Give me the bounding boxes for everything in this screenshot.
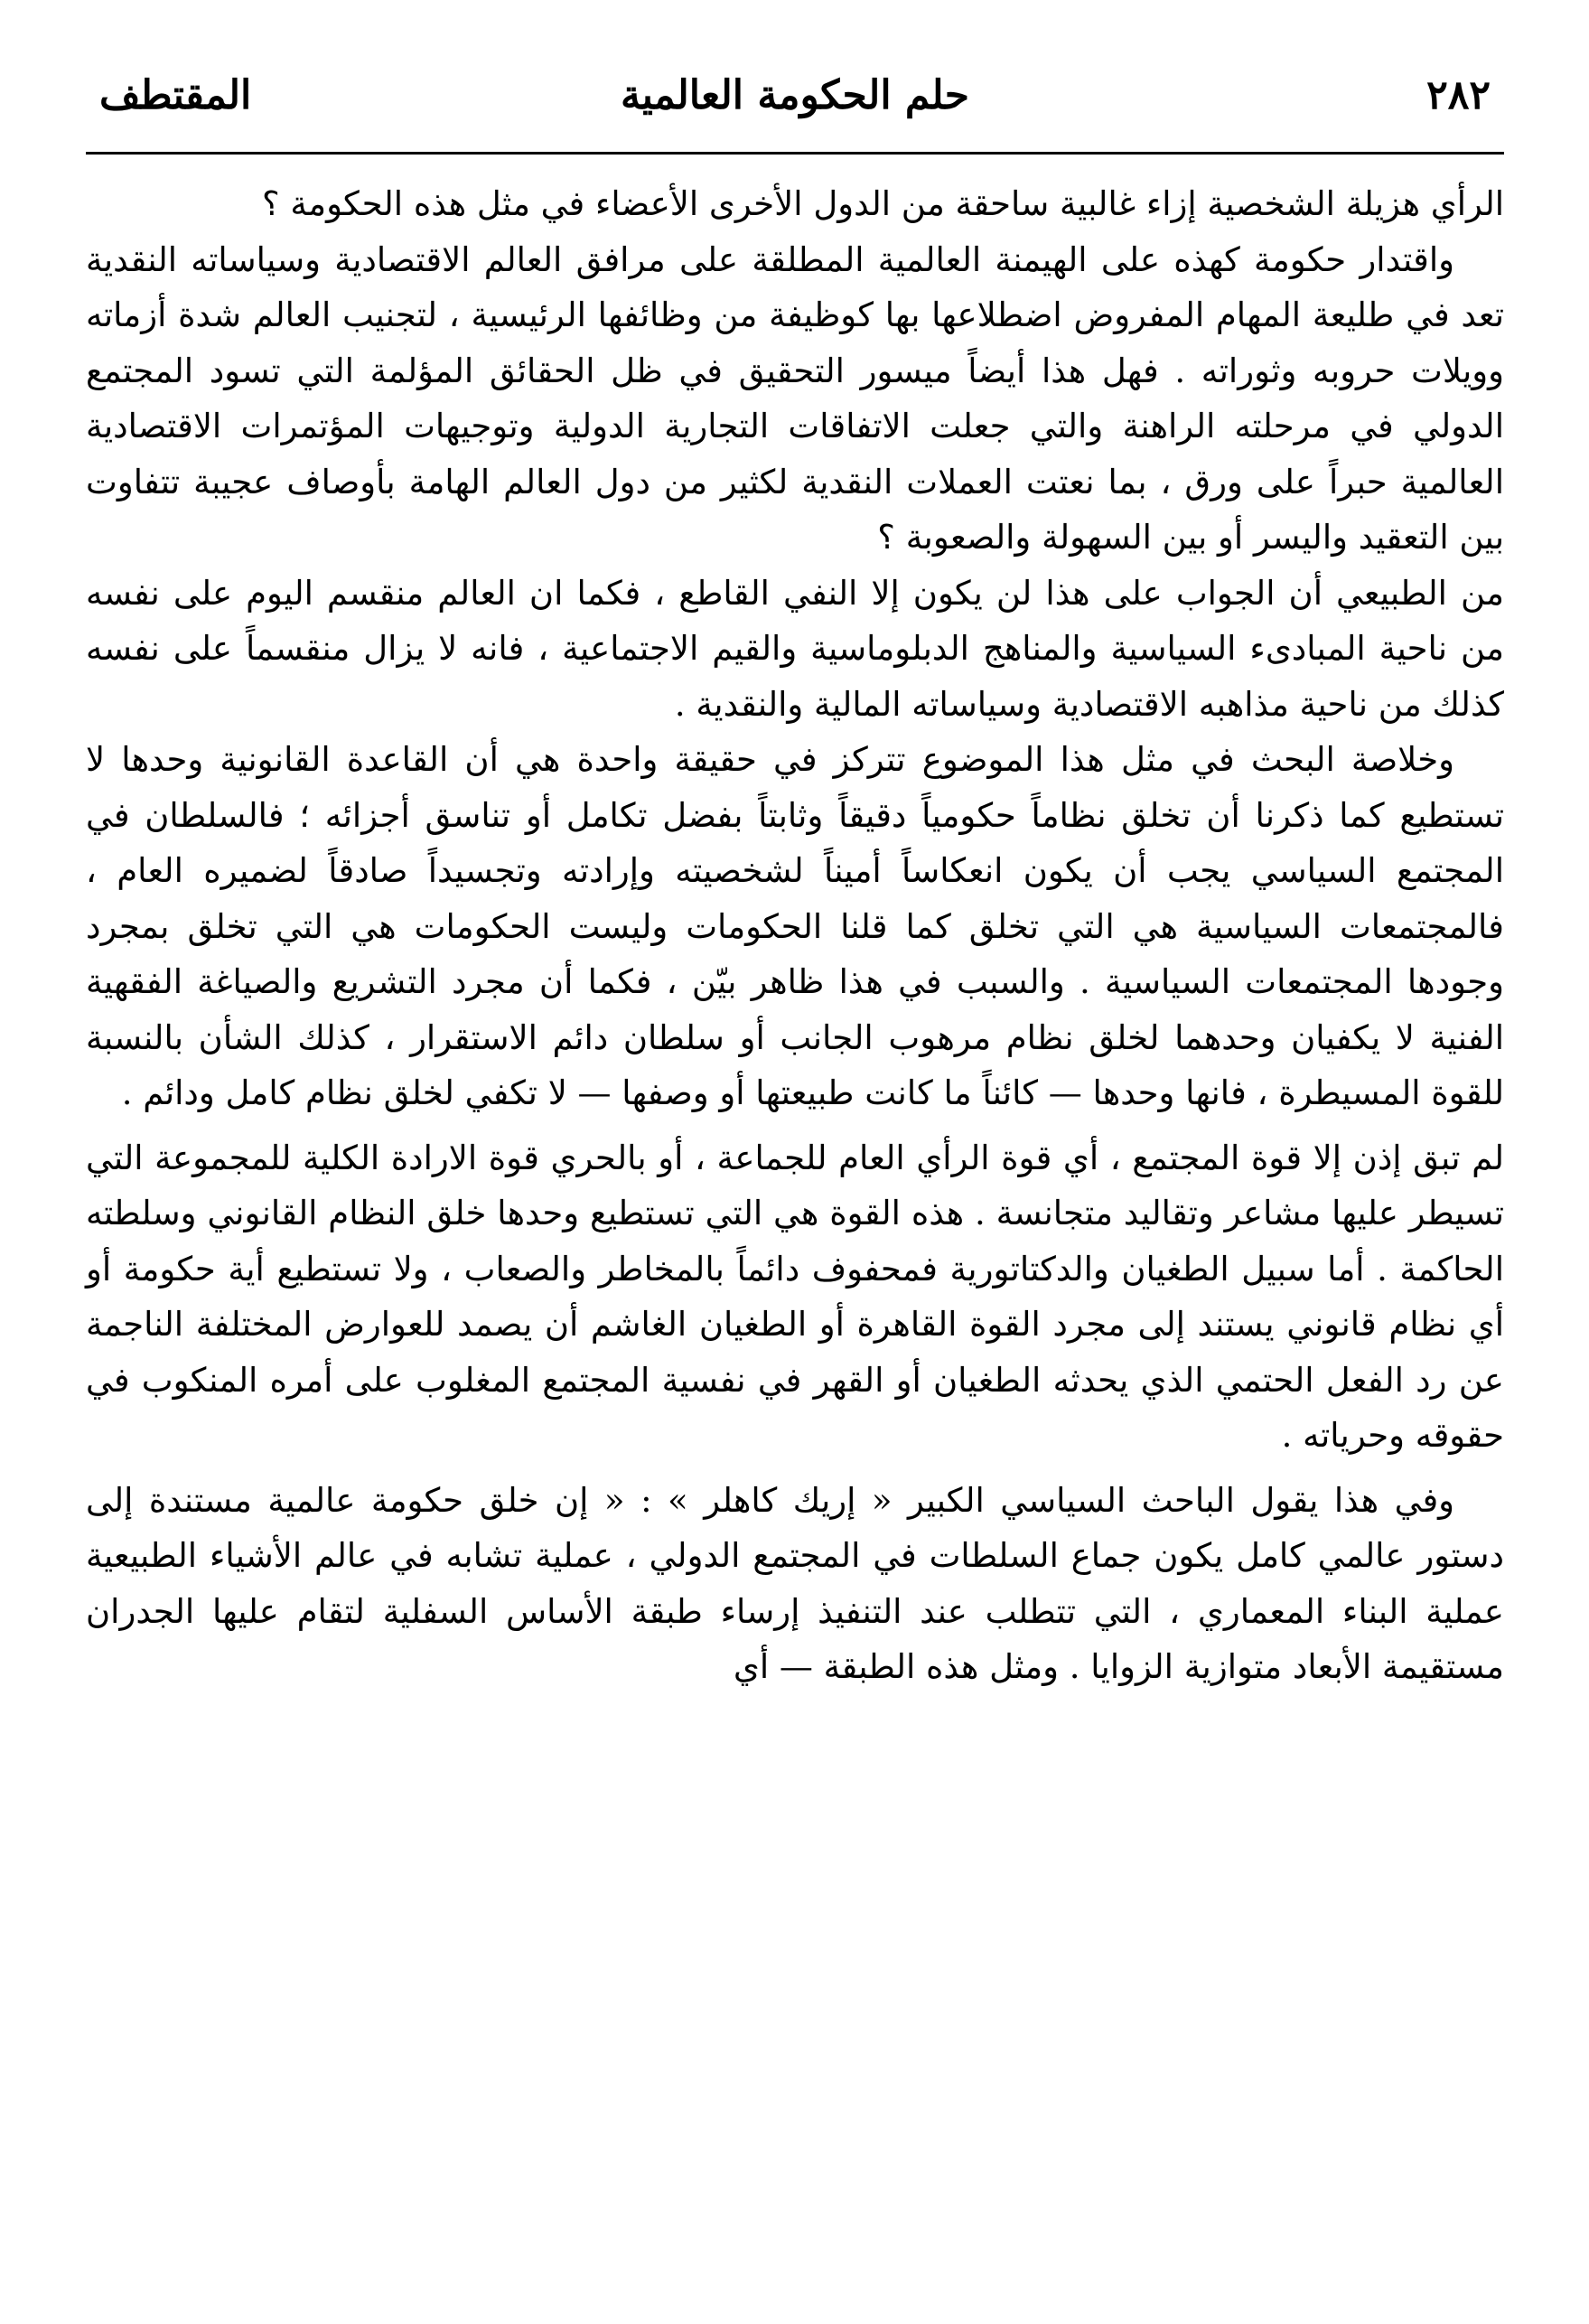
header-divider <box>86 152 1504 155</box>
paragraph-kahler-quote: وفي هذا يقول الباحث السياسي الكبير « إريك كاهلر » : « إن خلق حكومة عالمية مستندة إلى دستور عالمي كامل يكون جماع السلطات في المجتمع الدولي ، عملية تشابه في عالم الأشياء الطبيعية عملية البناء المعماري ، التي تتطلب عند التنفيذ إرساء طبقة الأساس السفلية لتقام عليها الجدران مستقيمة الأبعاد متوازية الزوايا . ومثل هذه الطبقة — أي <box>86 1480 1504 1686</box>
paragraph-continuation: الرأي هزيلة الشخصية إزاء غالبية ساحقة من الدول الأخرى الأعضاء في مثل هذه الحكومة ؟ <box>262 184 1504 223</box>
running-head <box>86 63 1504 136</box>
paragraph-natural-answer: من الطبيعي أن الجواب على هذا لن يكون إلا النفي القاطع ، فكما ان العالم منقسم اليوم على نفسه من ناحية المبادىء السياسية والمناهج الدبلوماسية والقيم الاجتماعية ، فانه لا يزال منقسماً على نفسه كذلك من ناحية مذاهبه الاقتصادية وسياساته المالية والنقدية . <box>86 573 1504 724</box>
journal-name: المقتطف <box>99 72 252 118</box>
paragraph-economic-hegemony: واقتدار حكومة كهذه على الهيمنة العالمية المطلقة على مرافق العالم الاقتصادية وسياساته النقدية تعد في طليعة المهام المفروض اضطلاعها بها كوظيفة من وظائفها الرئيسية ، لتجنيب العالم شدة أزماته وويلات حروبه وثوراته . فهل هذا أيضاً ميسور التحقيق في ظل الحقائق المؤلمة التي تسود المجتمع الدولي في مرحلته الراهنة والتي جعلت الاتفاقات التجارية الدولية وتوجيهات المؤتمرات الاقتصادية العالمية حبراً على ورق ، بما نعتت العملات النقدية لكثير من دول العالم الهامة بأوصاف عجيبة تتفاوت بين التعقيد واليسر أو بين السهولة والصعوبة ؟ <box>86 239 1504 557</box>
page-number: ٢٨٢ <box>1426 72 1491 118</box>
document-page <box>86 63 1504 2295</box>
paragraph-society-force: لم تبق إذن إلا قوة المجتمع ، أي قوة الرأي العام للجماعة ، أو بالحري قوة الارادة الكلية للمجموعة التي تسيطر عليها مشاعر وتقاليد متجانسة . هذه القوة هي التي تستطيع وحدها خلق النظام القانوني وسلطته الحاكمة . أما سبيل الطغيان والدكتاتورية فمحفوف دائماً بالمخاطر والصعاب ، ولا تستطيع أية حكومة أو أي نظام قانوني يستند إلى مجرد القوة القاهرة أو الطغيان الغاشم أن يصمد للعوارض المختلفة الناجمة عن رد الفعل الحتمي الذي يحدثه الطغيان أو القهر في نفسية المجتمع المغلوب على أمره المنكوب في حقوقه وحرياته . <box>86 1138 1504 1455</box>
paragraph-research-summary: وخلاصة البحث في مثل هذا الموضوع تتركز في حقيقة واحدة هي أن القاعدة القانونية وحدها لا تستطيع كما ذكرنا أن تخلق نظاماً حكومياً دقيقاً وثابتاً بفضل تكامل أو تناسق أجزائه ؛ فالسلطان في المجتمع السياسي يجب أن يكون انعكاساً أميناً لشخصيته وإرادته وتجسيداً صادقاً لضميره العام ، فالمجتمعات السياسية هي التي تخلق كما قلنا الحكومات وليست الحكومات هي التي تخلق بمجرد وجودها المجتمعات السياسية . والسبب في هذا ظاهر بيّن ، فكما أن مجرد التشريع والصياغة الفقهية الفنية لا يكفيان وحدهما لخلق نظام مرهوب الجانب أو سلطان دائم الاستقرار ، كذلك الشأن بالنسبة للقوة المسيطرة ، فانها وحدها — كائناً ما كانت طبيعتها أو وصفها — لا تكفي لخلق نظام كامل ودائم . <box>86 740 1504 1112</box>
article-title: حلم الحكومة العالمية <box>621 72 969 118</box>
